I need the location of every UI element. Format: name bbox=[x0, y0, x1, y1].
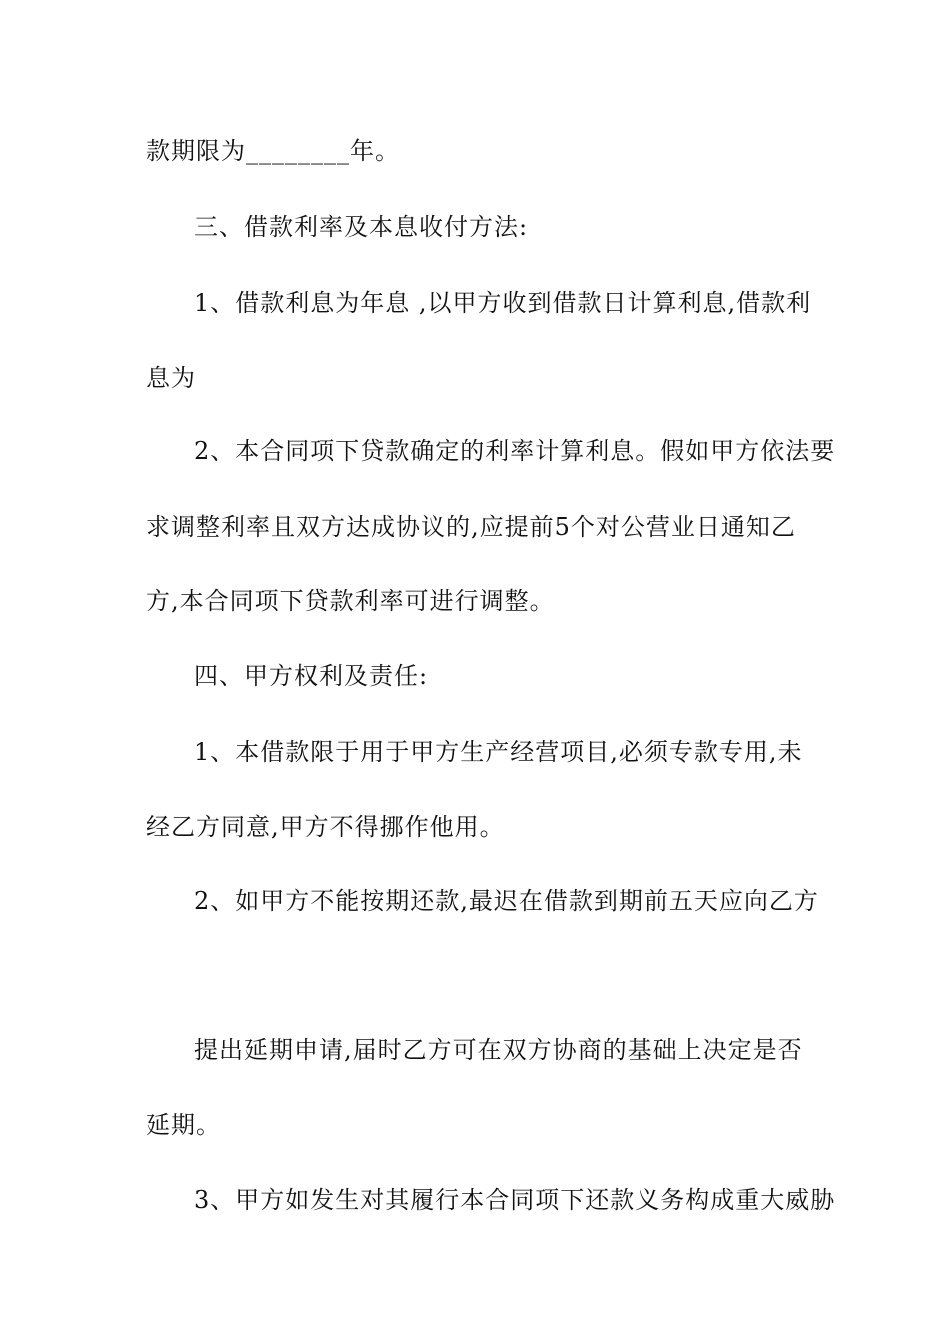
paragraph-line: 1、借款利息为年息 ,以甲方收到借款日计算利息,借款利 bbox=[194, 289, 812, 317]
paragraph-line: 息为 bbox=[146, 364, 196, 392]
paragraph-line: 3、甲方如发生对其履行本合同项下还款义务构成重大威胁 bbox=[194, 1186, 836, 1214]
paragraph-line: 求调整利率且双方达成协议的,应提前5个对公营业日通知乙 bbox=[146, 513, 796, 541]
paragraph-line: 经乙方同意,甲方不得挪作他用。 bbox=[146, 813, 505, 841]
section-heading: 四、甲方权利及责任: bbox=[194, 662, 429, 690]
paragraph-line: 提出延期申请,届时乙方可在双方协商的基础上决定是否 bbox=[194, 1036, 803, 1064]
paragraph-line: 方,本合同项下贷款利率可进行调整。 bbox=[146, 587, 555, 615]
paragraph-line: 1、本借款限于用于甲方生产经营项目,必须专款专用,未 bbox=[194, 738, 803, 766]
section-heading: 三、借款利率及本息收付方法: bbox=[194, 213, 529, 241]
paragraph-line: 款期限为________年。 bbox=[146, 137, 400, 165]
paragraph-line: 2、如甲方不能按期还款,最迟在借款到期前五天应向乙方 bbox=[194, 887, 819, 915]
paragraph-line: 延期。 bbox=[146, 1111, 221, 1139]
paragraph-line: 2、本合同项下贷款确定的利率计算利息。假如甲方依法要 bbox=[194, 437, 836, 465]
